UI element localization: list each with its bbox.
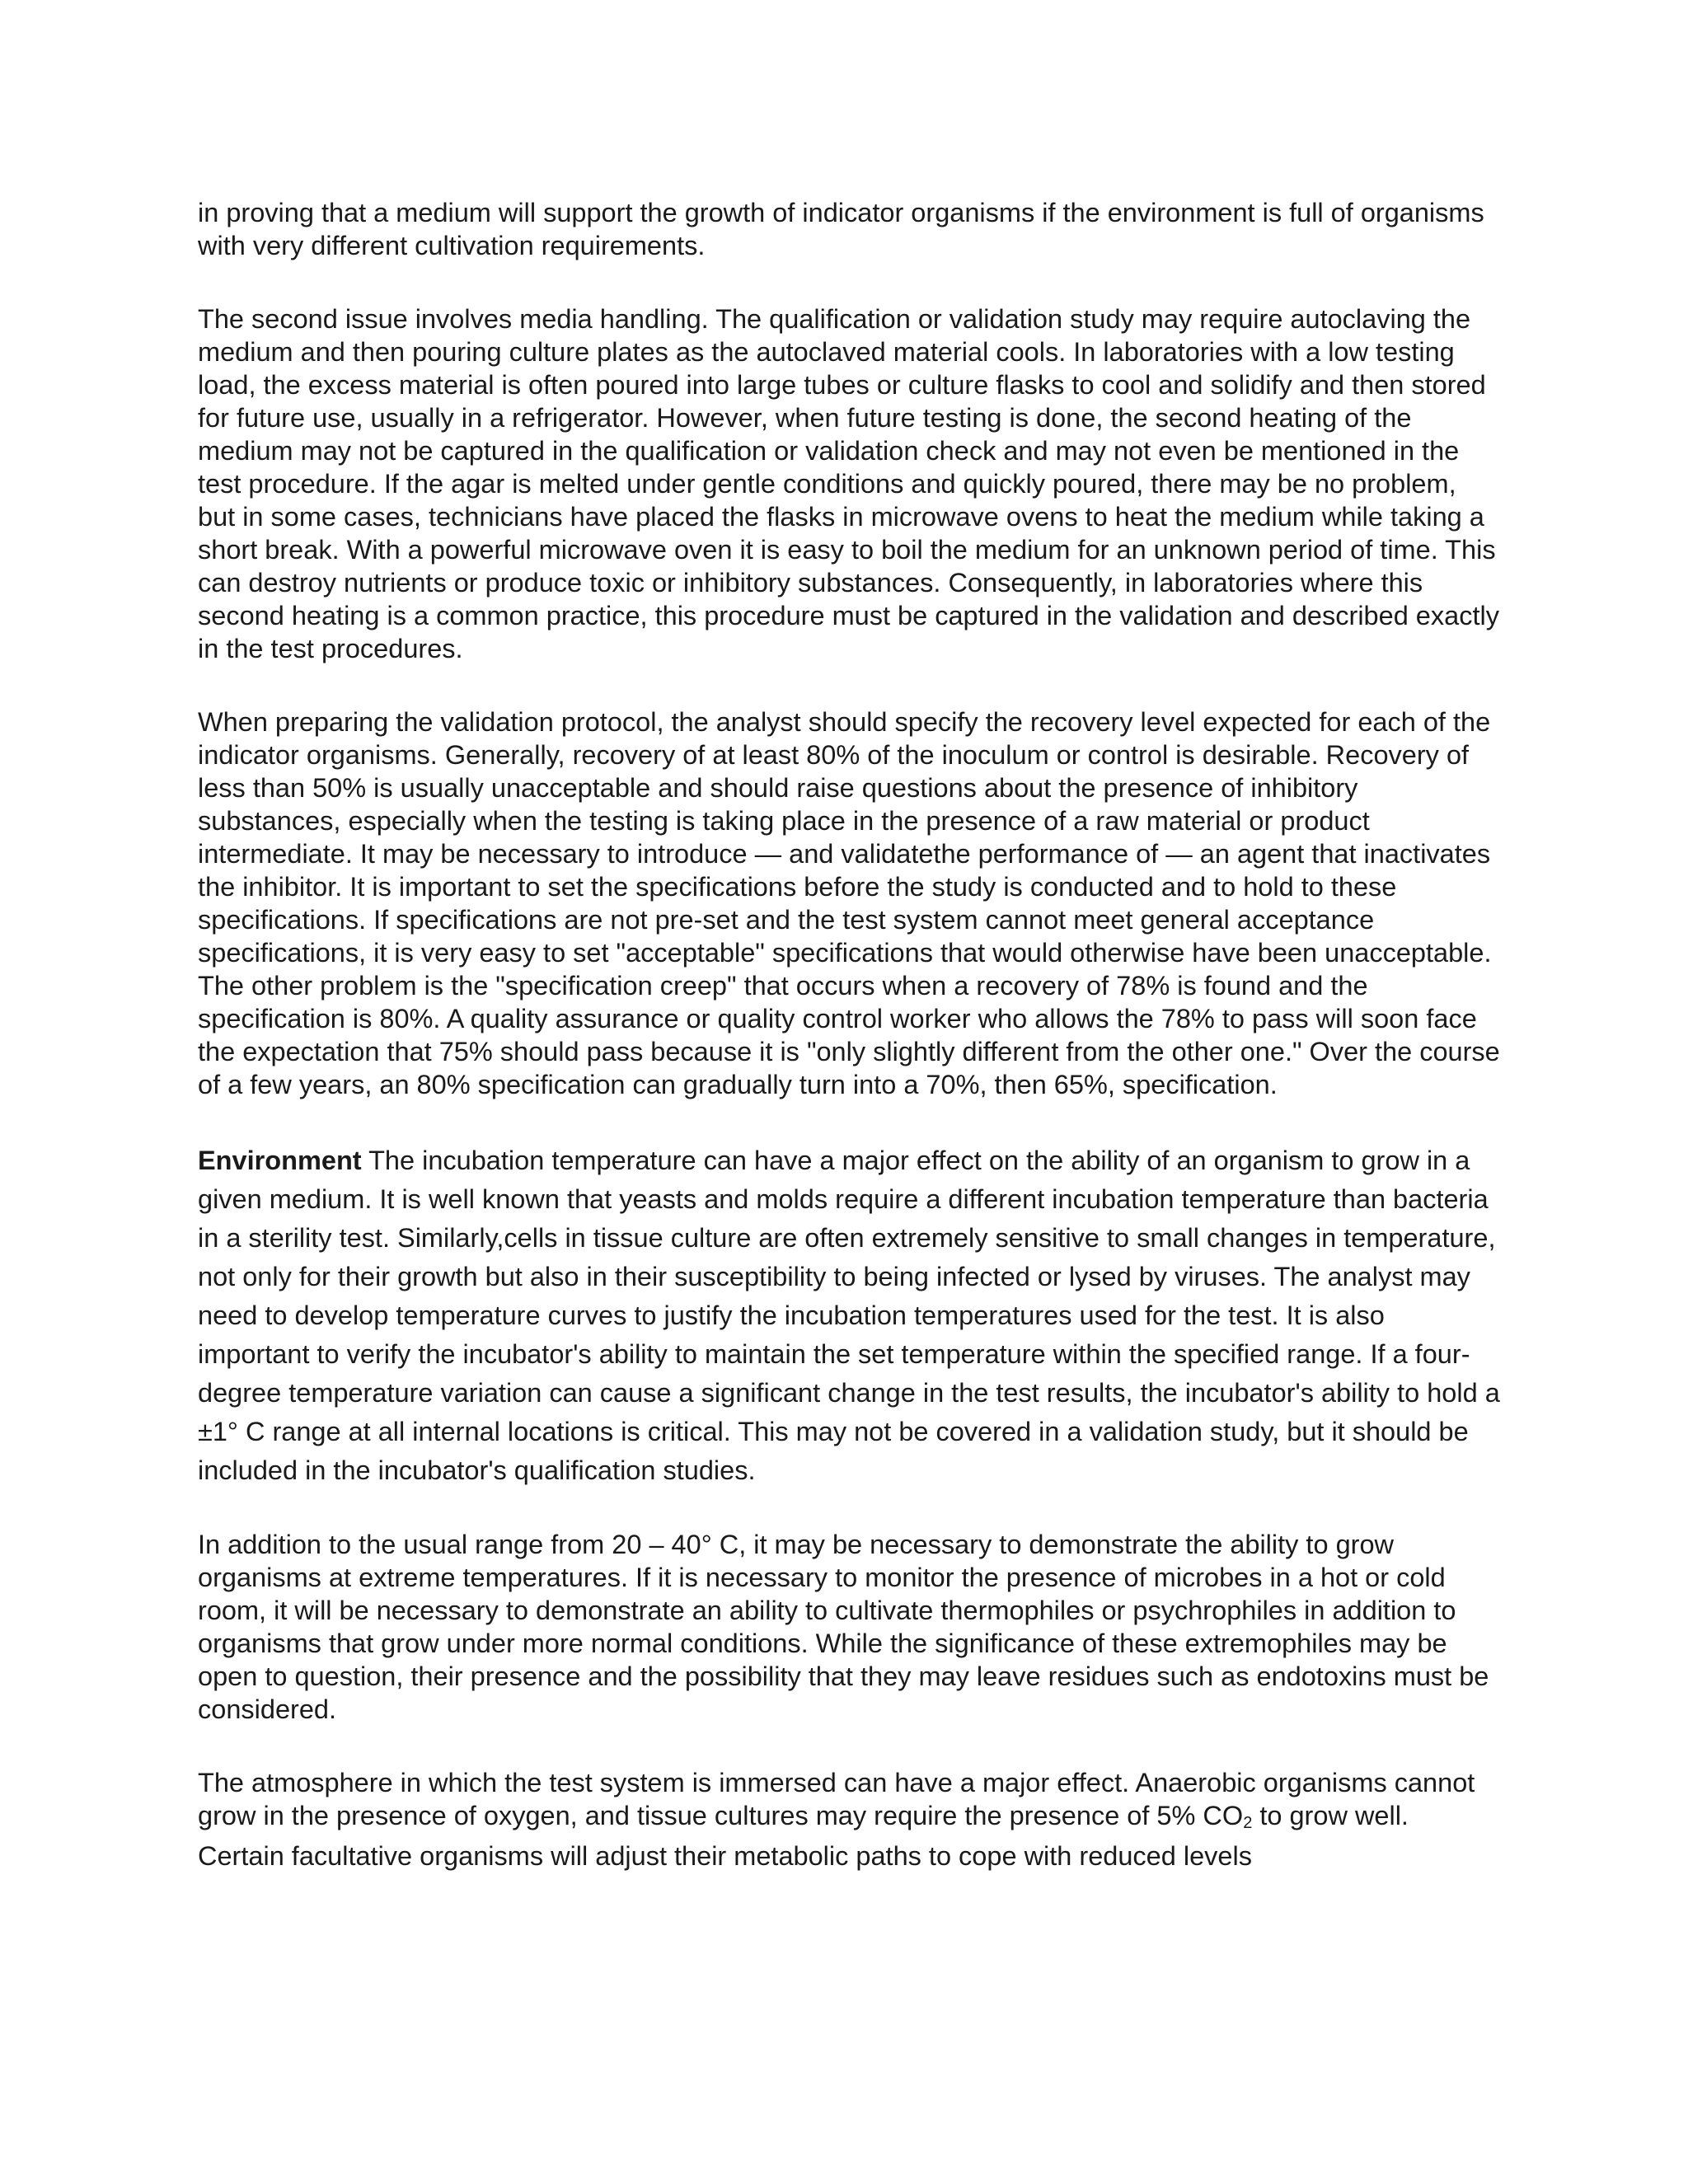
paragraph-atmosphere-part2: to grow well. Certain facultative organisms will adjust their metabolic paths to cope with reduced levels (198, 1801, 1409, 1871)
paragraph-atmosphere (198, 1766, 1500, 1872)
paragraph-atmosphere-part1: The atmosphere in which the test system is immersed can have a major effect. Anaerobic organisms cannot grow in the presence of oxygen, and tissue cultures may require the presence of 5% CO (198, 1768, 1475, 1830)
paragraph-environment (198, 1141, 1500, 1490)
document-page (198, 196, 1500, 1872)
paragraph-continuation: in proving that a medium will support the growth of indicator organisms if the environment is full of organisms with very different cultivation requirements. (198, 198, 1484, 260)
paragraph-recovery-specification: When preparing the validation protocol, the analyst should specify the recovery level expected for each of the indicator organisms. Generally, recovery of at least 80% of the inoculum or control is desirable. Recovery of less than 50% is usually unacceptable and should raise questions about the presence of inhibitory substances, especially when the testing is taking place in the presence of a raw material or product intermediate. It may be necessary to introduce — and validatethe performance of — an agent that inactivates the inhibitor. It is important to set the specifications before the study is conducted and to hold to these specifications. If specifications are not pre-set and the test system cannot meet general acceptance specifications, it is very easy to set "acceptable" specifications that would otherwise have been unacceptable. The other problem is the "specification creep" that occurs when a recovery of 78% is found and the specification is 80%. A quality assurance or quality control worker who allows the 78% to pass will soon face the expectation that 75% should pass because it is "only slightly different from the other one." Over the course of a few years, an 80% specification can gradually turn into a 70%, then 65%, specification. (198, 707, 1500, 1099)
paragraph-temperature-range: In addition to the usual range from 20 – 40° C, it may be necessary to demonstrate the ability to grow organisms at extreme temperatures. If it is necessary to monitor the presence of microbes in a hot or cold room, it will be necessary to demonstrate an ability to cultivate thermophiles or psychrophiles in addition to organisms that grow under more normal conditions. While the significance of these extremophiles may be open to question, their presence and the possibility that they may leave residues such as endotoxins must be considered. (198, 1530, 1489, 1724)
co2-subscript: 2 (1243, 1814, 1253, 1832)
section-heading-environment: Environment (198, 1146, 362, 1175)
paragraph-environment-body: The incubation temperature can have a major effect on the ability of an organism to grow in a given medium. It is well known that yeasts and molds require a different incubation temperature than bacteria in a sterility test. Similarly,cells in tissue culture are often extremely sensitive to small changes in temperature, not only for their growth but also in their susceptibility to being infected or lysed by viruses. The analyst may need to develop temperature curves to justify the incubation temperatures used for the test. It is also important to verify the incubator's ability to maintain the set temperature within the specified range. If a four-degree temperature variation can cause a significant change in the test results, the incubator's ability to hold a ±1° C range at all internal locations is critical. This may not be covered in a validation study, but it should be included in the incubator's qualification studies. (198, 1146, 1500, 1485)
paragraph-media-handling: The second issue involves media handling. The qualification or validation study may require autoclaving the medium and then pouring culture plates as the autoclaved material cools. In laboratories with a low testing load, the excess material is often poured into large tubes or culture flasks to cool and solidify and then stored for future use, usually in a refrigerator. However, when future testing is done, the second heating of the medium may not be captured in the qualification or validation check and may not even be mentioned in the test procedure. If the agar is melted under gentle conditions and quickly poured, there may be no problem, but in some cases, technicians have placed the flasks in microwave ovens to heat the medium while taking a short break. With a powerful microwave oven it is easy to boil the medium for an unknown period of time. This can destroy nutrients or produce toxic or inhibitory substances. Consequently, in laboratories where this second heating is a common practice, this procedure must be captured in the validation and described exactly in the test procedures. (198, 304, 1499, 663)
